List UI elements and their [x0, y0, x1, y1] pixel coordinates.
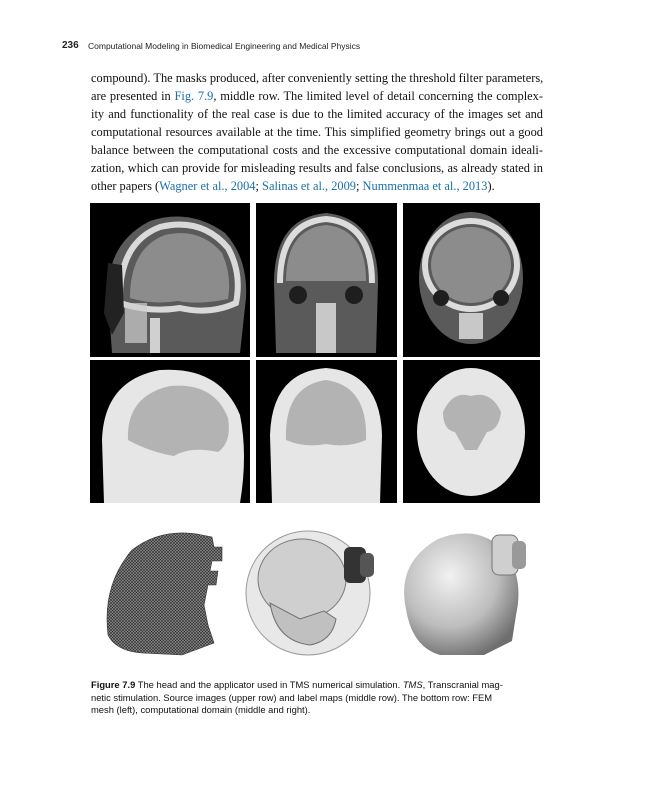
body-line-5: balance between the computational costs and the excessive computational domain ideali- — [91, 143, 543, 157]
computational-domain-surface — [388, 523, 540, 660]
figure-reference-link[interactable]: Fig. 7.9 — [174, 89, 214, 103]
body-line-1: compound). The masks produced, after conveniently setting the threshold filter parameters, — [91, 71, 544, 85]
body-line-7: other papers (Wagner et al., 2004; Salinas et al., 2009; Nummenmaa et al., 2013). — [91, 179, 495, 193]
citation-link-nummenmaa[interactable]: Nummenmaa et al., 2013 — [362, 179, 488, 193]
label-map-coronal — [256, 360, 397, 503]
figure-7-9 — [90, 203, 540, 663]
label-map-axial — [403, 360, 540, 503]
page-number: 236 — [62, 40, 79, 51]
source-image-sagittal — [90, 203, 250, 357]
caption-line-1: Figure 7.9 The head and the applicator used in TMS numerical simulation. TMS, Transcranial mag- — [91, 679, 503, 690]
citation-link-wagner[interactable]: Wagner et al., 2004 — [159, 179, 256, 193]
body-line-6: zation, which can provide for misleading results and false conclusions, as already stated in — [91, 161, 543, 175]
fem-mesh-render — [102, 525, 252, 660]
figure-label: Figure 7.9 — [91, 679, 136, 690]
source-image-axial — [403, 203, 540, 357]
figure-caption — [91, 679, 543, 717]
body-line-2: are presented in Fig. 7.9, middle row. The limited level of detail concerning the complex- — [91, 89, 543, 103]
source-image-coronal — [256, 203, 397, 357]
caption-line-3: mesh (left), computational domain (middle and right). — [91, 704, 311, 716]
label-map-sagittal — [90, 360, 250, 503]
computational-domain-transparent — [240, 523, 380, 660]
citation-link-salinas[interactable]: Salinas et al., 2009 — [262, 179, 356, 193]
caption-line-2: netic stimulation. Source images (upper row) and label maps (middle row). The bottom row: FEM — [91, 691, 493, 703]
body-line-3: ity and functionality of the real case is due to the limited accuracy of the images set and — [91, 107, 543, 121]
running-title: Computational Modeling in Biomedical Engineering and Medical Physics — [88, 41, 361, 51]
body-line-4: computational resources available at the time. This simplified geometry brings out a good — [91, 125, 543, 139]
body-paragraph — [91, 69, 543, 195]
running-header — [62, 40, 582, 56]
